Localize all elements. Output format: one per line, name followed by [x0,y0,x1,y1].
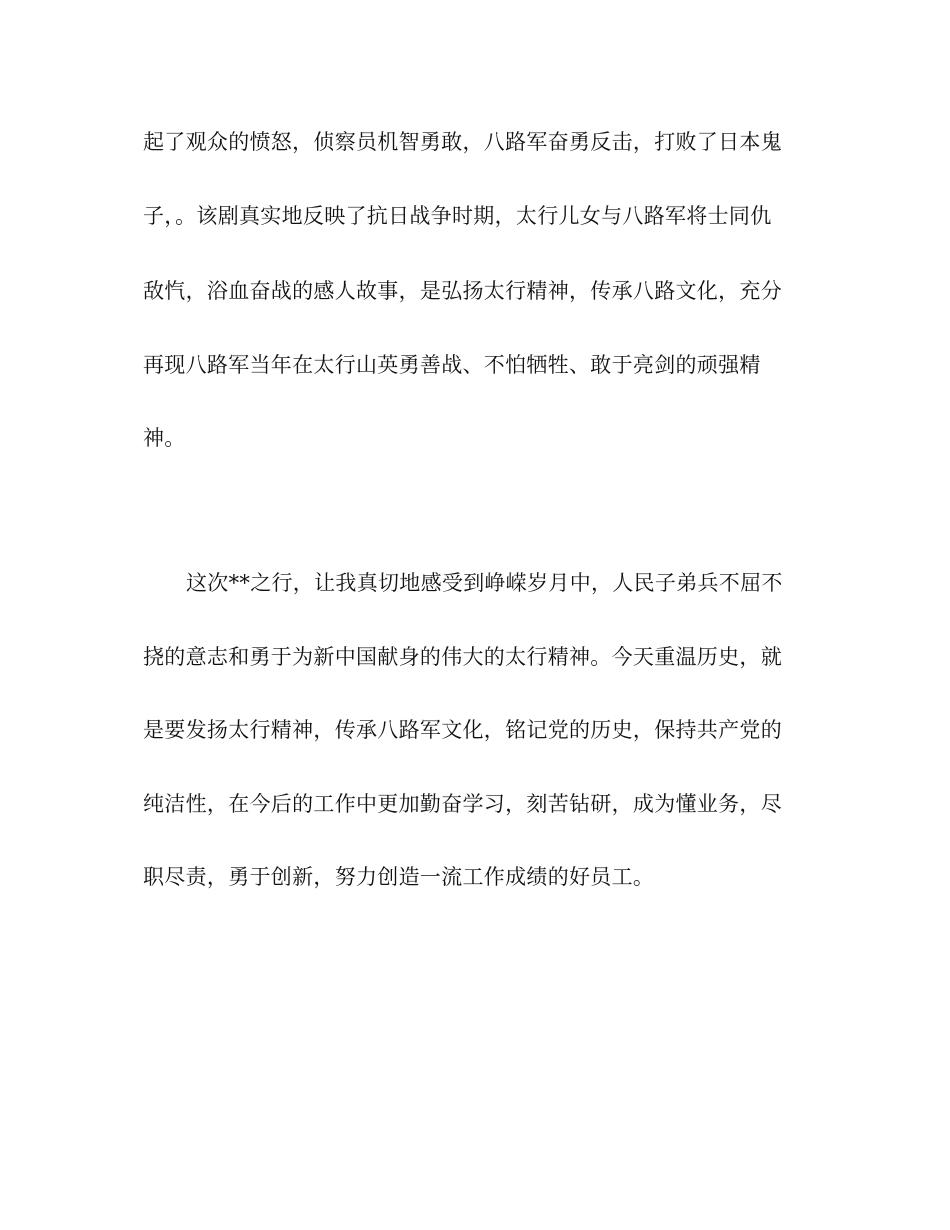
paragraph-line: 敌忾，浴血奋战的感人故事，是弘扬太行精神，传承八路文化，充分 [143,279,782,303]
paragraph-line: 挠的意志和勇于为新中国献身的伟大的太行精神。今天重温历史，就 [143,645,782,669]
paragraph-line: 神。 [143,426,186,450]
paragraph-line: 这次**之行，让我真切地感受到峥嵘岁月中，人民子弟兵不屈不 [186,571,783,595]
paragraph-line: 子，。该剧真实地反映了抗日战争时期，太行儿女与八路军将士同仇 [143,204,772,228]
paragraph-line: 纯洁性，在今后的工作中更加勤奋学习，刻苦钻研，成为懂业务，尽 [143,792,782,816]
paragraph-line: 再现八路军当年在太行山英勇善战、不怕牺牲、敢于亮剑的顽强精 [143,353,761,377]
paragraph-line: 职尽责，勇于创新，努力创造一流工作成绩的好员工。 [143,865,655,889]
paragraph-line: 是要发扬太行精神，传承八路军文化，铭记党的历史，保持共产党的 [143,718,782,742]
paragraph-line: 起了观众的愤怒，侦察员机智勇敢，八路军奋勇反击，打败了日本鬼 [143,130,782,154]
